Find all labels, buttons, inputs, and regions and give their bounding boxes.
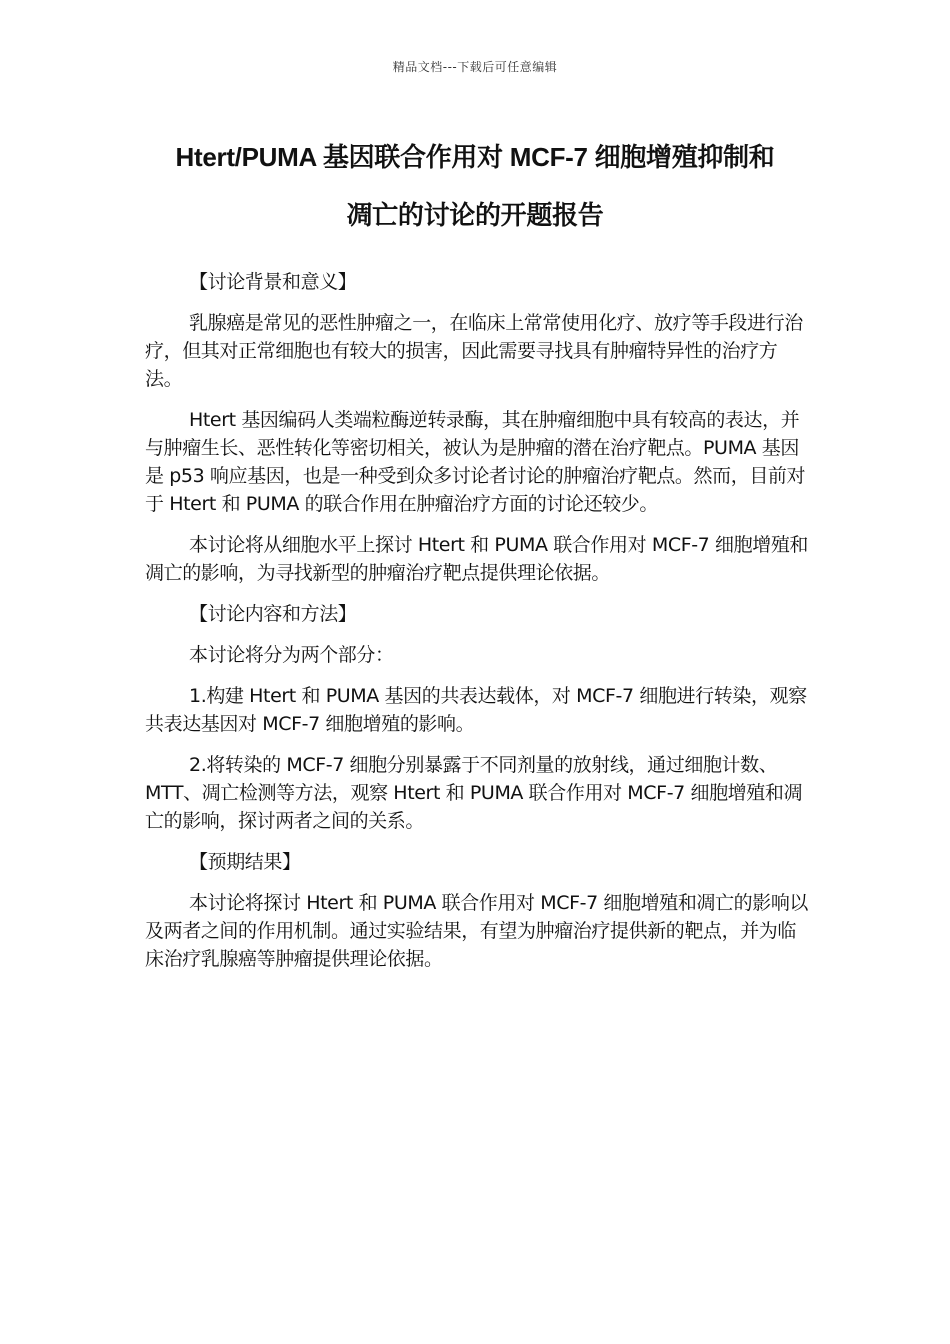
paragraph: 本讨论将从细胞水平上探讨 Htert 和 PUMA 联合作用对 MCF-7 细胞增殖和凋亡的影响，为寻找新型的肿瘤治疗靶点提供理论依据。 [145,534,809,584]
paragraph: Htert 基因编码人类端粒酶逆转录酶，其在肿瘤细胞中具有较高的表达，并与肿瘤生长、恶性转化等密切相关，被认为是肿瘤的潜在治疗靶点。PUMA 基因是 p53 响应基因，也是一种受到众多讨论者讨论的肿瘤治疗靶点。然而，目前对于 Htert 和 PUMA 的联合作用在肿瘤治疗方面的讨论还较少。 [145,409,806,515]
paragraph: 2.将转染的 MCF-7 细胞分别暴露于不同剂量的放射线，通过细胞计数、MTT、凋亡检测等方法，观察 Htert 和 PUMA 联合作用对 MCF-7 细胞增殖和凋亡的影响，探讨两者之间的关系。 [145,754,803,832]
section-heading-background: 【讨论背景和意义】 [189,271,357,293]
paragraph: 1.构建 Htert 和 PUMA 基因的共表达载体，对 MCF-7 细胞进行转染，观察共表达基因对 MCF-7 细胞增殖的影响。 [145,685,807,735]
title-line-1: Htert/PUMA 基因联合作用对 MCF-7 细胞增殖抑制和 [175,142,775,172]
title-line-2: 凋亡的讨论的开题报告 [346,200,604,230]
paragraph: 乳腺癌是常见的恶性肿瘤之一，在临床上常常使用化疗、放疗等手段进行治疗，但其对正常细胞也有较大的损害，因此需要寻找具有肿瘤特异性的治疗方法。 [145,312,803,390]
document-title [120,128,830,244]
paragraph: 本讨论将分为两个部分： [189,644,394,666]
document-body [145,268,810,986]
paragraph: 本讨论将探讨 Htert 和 PUMA 联合作用对 MCF-7 细胞增殖和凋亡的影响以及两者之间的作用机制。通过实验结果，有望为肿瘤治疗提供新的靶点，并为临床治疗乳腺癌等肿瘤提供理论依据。 [145,892,809,970]
header-note: 精品文档---下载后可任意编辑 [392,60,558,74]
section-heading-expected-results: 【预期结果】 [189,851,301,873]
section-heading-methods: 【讨论内容和方法】 [189,603,357,625]
